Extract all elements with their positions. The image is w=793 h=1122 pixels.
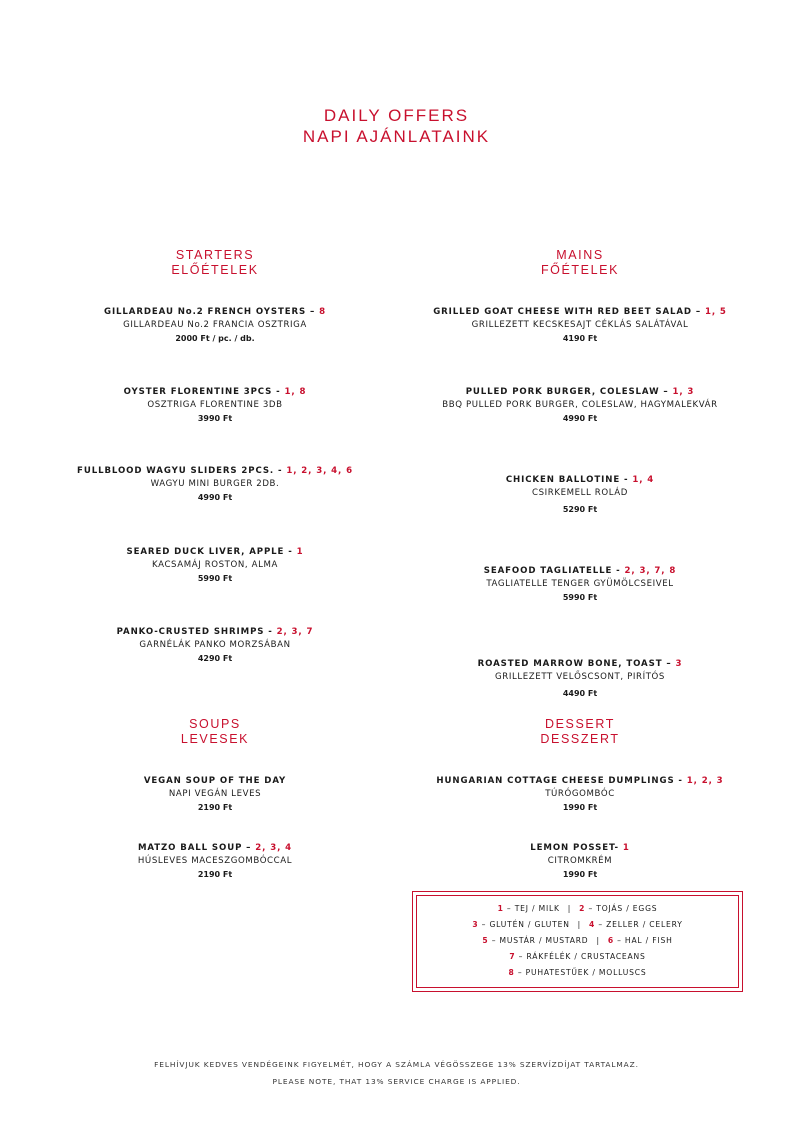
item-price: 3990 Ft <box>197 414 233 423</box>
item-allergens: 2, 3, 7 <box>276 627 314 637</box>
allergen-label: – RÁKFÉLÉK / CRUSTACEANS <box>515 952 646 961</box>
item-name-hu: GILLARDEAU No.2 FRANCIA OSZTRIGA <box>123 320 307 330</box>
item-price: 4190 Ft <box>562 334 598 343</box>
dessert-heading <box>405 717 755 747</box>
item-allergens: 1 <box>296 547 304 557</box>
item-name-en: PULLED PORK BURGER, COLESLAW – 1, 3 <box>465 387 695 397</box>
starters-heading-en: STARTERS <box>175 248 255 262</box>
soups-heading <box>40 717 390 747</box>
allergen-label: – MUSTÁR / MUSTARD <box>488 936 589 945</box>
item-name-hu: TAGLIATELLE TENGER GYÜMÖLCSEIVEL <box>486 579 674 589</box>
item-name-en: ROASTED MARROW BONE, TOAST – 3 <box>477 659 683 669</box>
item-name-hu: HÚSLEVES MACESZGOMBÓCCAL <box>137 856 293 866</box>
item-name-en: MATZO BALL SOUP – 2, 3, 4 <box>137 843 293 853</box>
item-allergens: 1, 2, 3, 4, 6 <box>286 466 353 476</box>
title-line-en: DAILY OFFERS <box>323 106 470 125</box>
allergen-number: 8 <box>508 968 515 977</box>
allergen-separator: | <box>596 936 600 945</box>
allergen-number: 4 <box>589 920 596 929</box>
allergen-separator: | <box>567 904 572 913</box>
starters-heading <box>40 248 390 278</box>
menu-item-dessert <box>405 842 755 881</box>
allergen-number: 2 <box>579 904 586 913</box>
menu-item-starter <box>40 306 390 345</box>
title-line-hu: NAPI AJÁNLATAINK <box>302 127 491 146</box>
item-name-hu: GRILLEZETT VELŐSCSONT, PIRÍTÓS <box>495 672 665 682</box>
item-allergens: 1 <box>622 843 630 853</box>
item-name-en: LEMON POSSET- 1 <box>530 843 630 853</box>
item-name-hu: KACSAMÁJ ROSTON, ALMA <box>152 560 278 570</box>
item-price: 2190 Ft <box>197 803 233 812</box>
allergen-label: – ZELLER / CELERY <box>595 920 683 929</box>
item-allergens: 1, 5 <box>704 307 727 317</box>
item-name-hu: GRILLEZETT KECSKESAJT CÉKLÁS SALÁTÁVAL <box>471 320 689 330</box>
item-name-en: OYSTER FLORENTINE 3PCS - 1, 8 <box>123 387 307 397</box>
menu-item-main <box>405 658 755 700</box>
starters-heading-hu: ELŐÉTELEK <box>171 263 259 277</box>
dessert-heading-hu: DESSZERT <box>540 732 620 746</box>
item-price: 4990 Ft <box>562 414 598 423</box>
allergen-line <box>413 919 742 931</box>
item-name-hu: OSZTRIGA FLORENTINE 3DB <box>147 400 283 410</box>
item-name-en: VEGAN SOUP OF THE DAY <box>143 776 287 786</box>
allergen-number: 1 <box>497 904 504 913</box>
item-name-en: GRILLED GOAT CHEESE WITH RED BEET SALAD – 1, 5 <box>433 307 727 317</box>
item-price: 2000 Ft / pc. / db. <box>175 334 255 343</box>
item-price: 2190 Ft <box>197 870 233 879</box>
item-price: 5990 Ft <box>197 574 233 583</box>
allergen-label: – HAL / FISH <box>613 936 673 945</box>
item-allergens: 1, 8 <box>284 387 307 397</box>
item-name-hu: CITROMKRÉM <box>547 856 613 866</box>
menu-item-main <box>405 474 755 516</box>
menu-item-soup <box>40 842 390 881</box>
item-name-hu: NAPI VEGÁN LEVES <box>168 789 262 799</box>
service-charge-en: PLEASE NOTE, THAT 13% SERVICE CHARGE IS APPLIED. <box>272 1077 521 1086</box>
allergen-number: 3 <box>472 920 479 929</box>
menu-item-dessert <box>405 775 755 814</box>
item-name-hu: WAGYU MINI BURGER 2DB. <box>150 479 280 489</box>
allergen-number: 6 <box>607 936 614 945</box>
menu-item-main <box>405 306 755 345</box>
item-price: 4990 Ft <box>197 493 233 502</box>
item-name-hu: BBQ PULLED PORK BURGER, COLESLAW, HAGYMALEKVÁR <box>442 400 718 410</box>
item-allergens: 1, 2, 3 <box>686 776 724 786</box>
service-charge-hu: FELHÍVJUK KEDVES VENDÉGEINK FIGYELMÉT, HOGY A SZÁMLA VÉGÖSSZEGE 13% SZERVÍZDÍJAT TARTALMAZ. <box>154 1060 639 1069</box>
allergen-number: 5 <box>482 936 489 945</box>
allergen-line <box>413 935 742 947</box>
allergen-legend <box>412 891 743 992</box>
soups-heading-hu: LEVESEK <box>180 732 250 746</box>
menu-item-main <box>405 565 755 604</box>
item-price: 1990 Ft <box>562 803 598 812</box>
item-allergens: 1, 3 <box>672 387 695 397</box>
item-name-en: SEARED DUCK LIVER, APPLE - 1 <box>126 547 304 557</box>
item-name-en: GILLARDEAU No.2 FRENCH OYSTERS – 8 <box>103 307 327 317</box>
menu-item-starter <box>40 626 390 665</box>
dessert-heading-en: DESSERT <box>544 717 615 731</box>
menu-item-soup <box>40 775 390 814</box>
item-price: 5290 Ft <box>562 505 598 514</box>
item-allergens: 8 <box>319 307 327 317</box>
allergen-line <box>413 967 742 979</box>
item-name-hu: CSIRKEMELL ROLÁD <box>532 488 628 498</box>
menu-item-starter <box>40 386 390 425</box>
item-price: 1990 Ft <box>562 870 598 879</box>
item-allergens: 2, 3, 4 <box>255 843 293 853</box>
item-name-en: FULLBLOOD WAGYU SLIDERS 2PCS. - 1, 2, 3, 4, 6 <box>77 466 353 476</box>
menu-item-starter <box>40 546 390 585</box>
page-title <box>0 105 793 147</box>
mains-heading-hu: FŐÉTELEK <box>540 263 620 277</box>
service-charge-note <box>0 1059 793 1088</box>
soups-heading-en: SOUPS <box>189 717 241 731</box>
item-allergens: 1, 4 <box>632 475 655 485</box>
item-name-en: HUNGARIAN COTTAGE CHEESE DUMPLINGS - 1, 2, 3 <box>436 776 724 786</box>
menu-item-starter <box>40 465 390 504</box>
allergen-label: – TEJ / MILK <box>503 904 560 913</box>
item-allergens: 2, 3, 7, 8 <box>624 566 677 576</box>
allergen-separator: | <box>577 920 582 929</box>
item-price: 5990 Ft <box>562 593 598 602</box>
mains-heading-en: MAINS <box>556 248 604 262</box>
item-name-hu: TÚRÓGOMBÓC <box>545 789 615 799</box>
allergen-label: – PUHATESTŰEK / MOLLUSCS <box>514 968 647 977</box>
item-name-en: CHICKEN BALLOTINE - 1, 4 <box>505 475 655 485</box>
menu-item-main <box>405 386 755 425</box>
item-name-en: SEAFOOD TAGLIATELLE - 2, 3, 7, 8 <box>483 566 677 576</box>
mains-heading <box>405 248 755 278</box>
allergen-label: – TOJÁS / EGGS <box>585 904 658 913</box>
item-price: 4290 Ft <box>197 654 233 663</box>
item-price: 4490 Ft <box>562 689 598 698</box>
allergen-number: 7 <box>509 952 516 961</box>
allergen-line <box>413 951 742 963</box>
item-name-hu: GARNÉLÁK PANKO MORZSÁBAN <box>139 640 291 650</box>
item-name-en: PANKO-CRUSTED SHRIMPS - 2, 3, 7 <box>116 627 314 637</box>
item-allergens: 3 <box>675 659 683 669</box>
allergen-line <box>413 903 742 915</box>
allergen-label: – GLUTÉN / GLUTEN <box>478 920 570 929</box>
